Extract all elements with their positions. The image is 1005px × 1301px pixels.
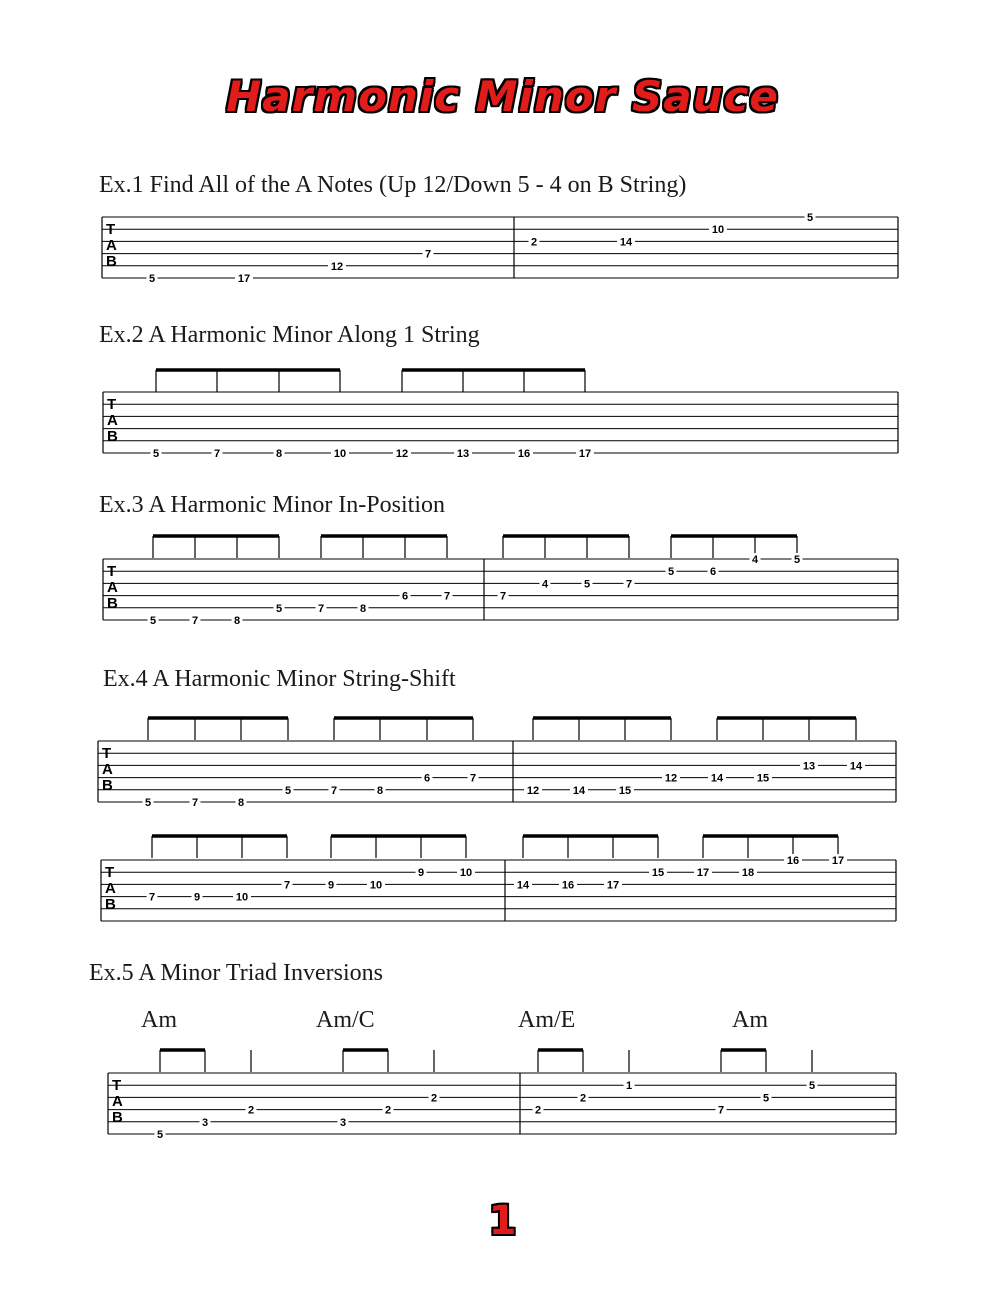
ex1-title: Ex.1 Find All of the A Notes (Up 12/Down 5 - 4 on B String) bbox=[99, 172, 687, 198]
tab-clef-letter: B bbox=[106, 253, 117, 270]
fret-number: 7 bbox=[213, 448, 221, 460]
fret-number: 5 bbox=[793, 554, 801, 566]
fret-number: 12 bbox=[330, 260, 344, 273]
fret-number: 7 bbox=[625, 578, 633, 591]
tab-clef-letter: B bbox=[107, 428, 118, 445]
fret-number: 6 bbox=[709, 566, 717, 579]
tab-clef-letter: B bbox=[107, 595, 118, 612]
fret-number: 7 bbox=[317, 602, 325, 615]
tab-clef-letter: A bbox=[105, 880, 116, 897]
chord-label: Am bbox=[141, 1007, 177, 1033]
fret-number: 5 bbox=[762, 1092, 770, 1105]
fret-number: 8 bbox=[376, 784, 384, 797]
fret-number: 17 bbox=[237, 273, 251, 285]
ex1-tab-staff bbox=[0, 205, 1005, 295]
fret-number: 9 bbox=[327, 879, 335, 892]
fret-number: 2 bbox=[384, 1104, 392, 1117]
fret-number: 8 bbox=[359, 602, 367, 615]
fret-number: 3 bbox=[339, 1116, 347, 1129]
fret-number: 6 bbox=[401, 590, 409, 603]
tab-clef-letter: B bbox=[112, 1109, 123, 1126]
fret-number: 12 bbox=[395, 448, 409, 460]
fret-number: 4 bbox=[751, 554, 759, 566]
fret-number: 14 bbox=[572, 784, 586, 797]
fret-number: 8 bbox=[275, 448, 283, 460]
fret-number: 13 bbox=[456, 448, 470, 460]
tab-clef-letter: T bbox=[102, 745, 112, 762]
tab-clef-letter: A bbox=[107, 579, 118, 596]
fret-number: 15 bbox=[618, 784, 632, 797]
fret-number: 13 bbox=[802, 760, 816, 773]
ex3-title: Ex.3 A Harmonic Minor In-Position bbox=[99, 492, 445, 518]
fret-number: 5 bbox=[152, 448, 160, 460]
tab-clef-letter: T bbox=[106, 221, 116, 238]
fret-number: 10 bbox=[369, 879, 383, 892]
fret-number: 5 bbox=[808, 1080, 816, 1093]
fret-number: 8 bbox=[237, 797, 245, 809]
fret-number: 7 bbox=[283, 879, 291, 892]
ex5-tab-staff bbox=[0, 1040, 1005, 1150]
fret-number: 10 bbox=[235, 891, 249, 904]
fret-number: 7 bbox=[469, 772, 477, 785]
fret-number: 6 bbox=[423, 772, 431, 785]
fret-number: 5 bbox=[144, 797, 152, 809]
fret-number: 7 bbox=[148, 891, 156, 904]
fret-number: 5 bbox=[148, 273, 156, 285]
fret-number: 3 bbox=[201, 1116, 209, 1129]
ex2-tab-staff bbox=[0, 360, 1005, 470]
fret-number: 17 bbox=[578, 448, 592, 460]
tab-clef-letter: B bbox=[105, 896, 116, 913]
fret-number: 7 bbox=[191, 797, 199, 809]
chord-label: Am/E bbox=[518, 1007, 576, 1033]
ex3-tab-staff bbox=[0, 528, 1005, 638]
fret-number: 5 bbox=[284, 784, 292, 797]
fret-number: 7 bbox=[499, 590, 507, 603]
fret-number: 7 bbox=[191, 615, 199, 627]
fret-number: 9 bbox=[193, 891, 201, 904]
fret-number: 14 bbox=[619, 236, 633, 249]
fret-number: 7 bbox=[424, 248, 432, 261]
tab-clef-letter: T bbox=[107, 396, 117, 413]
fret-number: 8 bbox=[233, 615, 241, 627]
ex2-title: Ex.2 A Harmonic Minor Along 1 String bbox=[99, 322, 480, 348]
fret-number: 10 bbox=[333, 448, 347, 460]
tab-clef-letter: T bbox=[112, 1077, 122, 1094]
fret-number: 15 bbox=[756, 772, 770, 785]
fret-number: 16 bbox=[786, 855, 800, 867]
fret-number: 1 bbox=[625, 1080, 633, 1093]
chord-label: Am bbox=[732, 1007, 768, 1033]
fret-number: 7 bbox=[717, 1104, 725, 1117]
fret-number: 2 bbox=[247, 1104, 255, 1117]
fret-number: 5 bbox=[667, 566, 675, 579]
fret-number: 17 bbox=[831, 855, 845, 867]
fret-number: 15 bbox=[651, 867, 665, 880]
fret-number: 14 bbox=[849, 760, 863, 773]
ex4-tab-staff-line2 bbox=[0, 828, 1005, 938]
fret-number: 2 bbox=[530, 236, 538, 249]
fret-number: 9 bbox=[417, 867, 425, 880]
fret-number: 14 bbox=[516, 879, 530, 892]
fret-number: 18 bbox=[741, 867, 755, 880]
fret-number: 14 bbox=[710, 772, 724, 785]
fret-number: 2 bbox=[534, 1104, 542, 1117]
fret-number: 5 bbox=[583, 578, 591, 591]
fret-number: 5 bbox=[275, 602, 283, 615]
fret-number: 10 bbox=[711, 224, 725, 237]
ex4-title: Ex.4 A Harmonic Minor String-Shift bbox=[103, 666, 456, 692]
ex4-tab-staff-line1 bbox=[0, 710, 1005, 820]
fret-number: 12 bbox=[526, 784, 540, 797]
fret-number: 17 bbox=[696, 867, 710, 880]
fret-number: 4 bbox=[541, 578, 549, 591]
page-number: 1 bbox=[488, 1198, 517, 1244]
fret-number: 7 bbox=[443, 590, 451, 603]
fret-number: 5 bbox=[149, 615, 157, 627]
tab-clef-letter: A bbox=[102, 761, 113, 778]
fret-number: 5 bbox=[156, 1129, 164, 1141]
tab-clef-letter: A bbox=[107, 412, 118, 429]
fret-number: 17 bbox=[606, 879, 620, 892]
fret-number: 5 bbox=[806, 212, 814, 224]
fret-number: 16 bbox=[561, 879, 575, 892]
tab-clef-letter: T bbox=[107, 563, 117, 580]
fret-number: 10 bbox=[459, 867, 473, 880]
chord-label: Am/C bbox=[316, 1007, 375, 1033]
fret-number: 12 bbox=[664, 772, 678, 785]
tab-clef-letter: A bbox=[106, 237, 117, 254]
fret-number: 2 bbox=[579, 1092, 587, 1105]
ex5-title: Ex.5 A Minor Triad Inversions bbox=[89, 960, 384, 986]
tab-clef-letter: A bbox=[112, 1093, 123, 1110]
page-title: Harmonic Minor Sauce bbox=[226, 72, 779, 121]
fret-number: 16 bbox=[517, 448, 531, 460]
tab-clef-letter: B bbox=[102, 777, 113, 794]
fret-number: 7 bbox=[330, 784, 338, 797]
tab-clef-letter: T bbox=[105, 864, 115, 881]
fret-number: 2 bbox=[430, 1092, 438, 1105]
